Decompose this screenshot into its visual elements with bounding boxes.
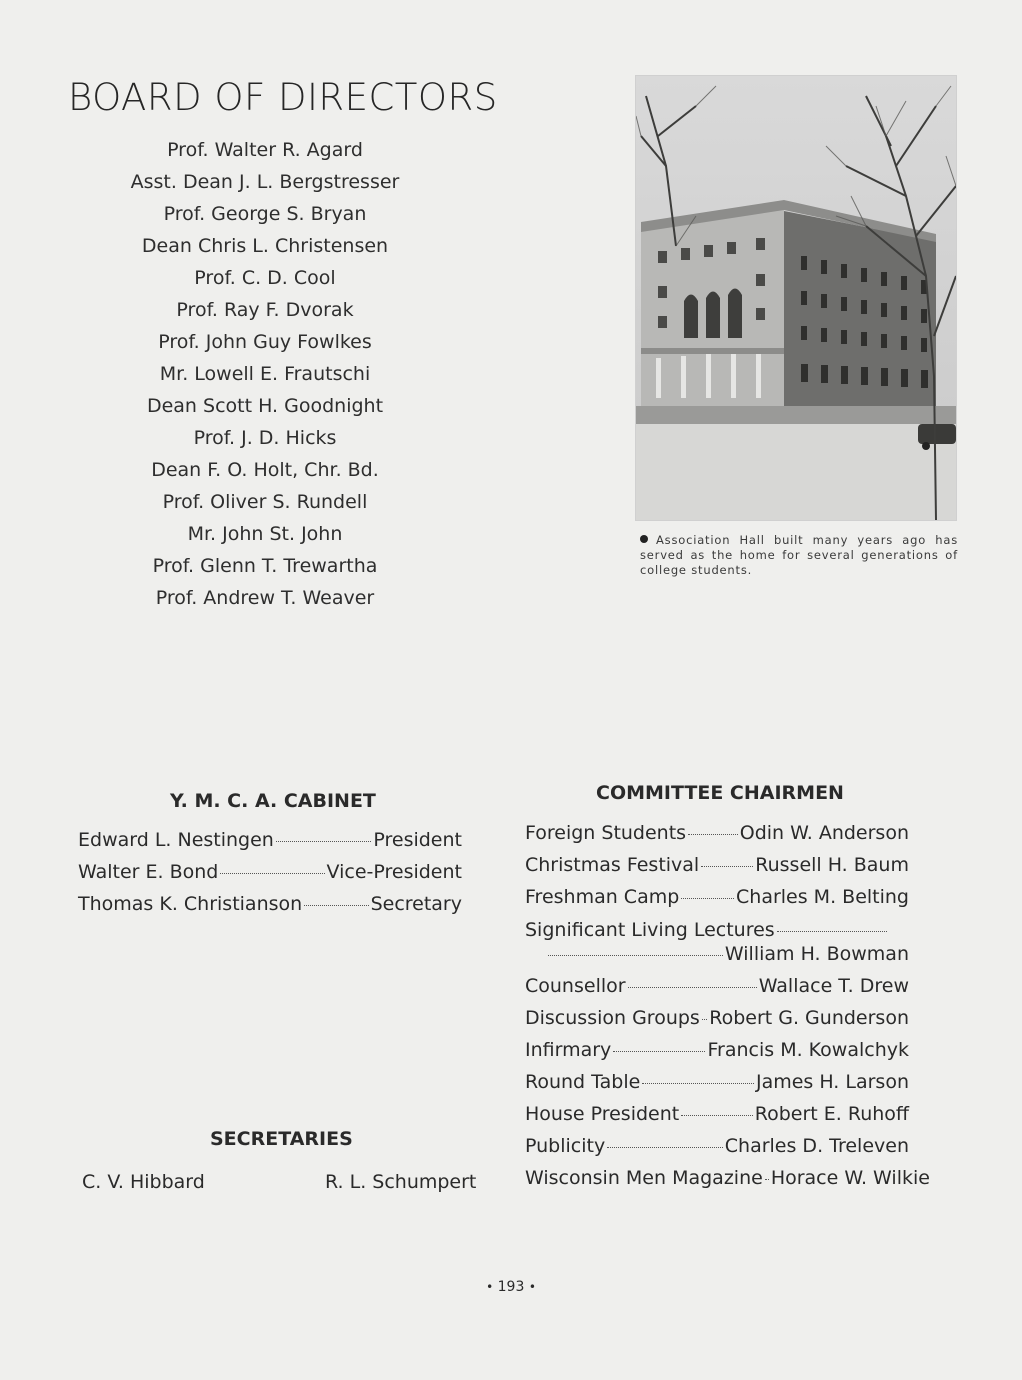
page-number-dot: • [486, 1280, 494, 1294]
committee-name: Christmas Festival [525, 854, 700, 876]
committee-name: Foreign Students [525, 822, 687, 844]
cabinet-role: Secretary [370, 893, 462, 915]
secretary-name: C. V. Hibbard [82, 1171, 205, 1193]
committee-row [525, 1103, 909, 1125]
bullet-icon [640, 535, 648, 543]
chairman-name: James H. Larson [755, 1071, 909, 1093]
board-members-list [100, 134, 430, 614]
board-member: Prof. C. D. Cool [194, 267, 336, 289]
committee-name: House President [525, 1103, 680, 1125]
chairman-name: Charles M. Belting [736, 886, 909, 908]
chairman-name: Robert G. Gunderson [709, 1007, 909, 1029]
board-member: Asst. Dean J. L. Bergstresser [130, 171, 400, 193]
secretary-name: R. L. Schumpert [325, 1171, 477, 1193]
association-hall-photo [635, 75, 957, 521]
board-member: Prof. Walter R. Agard [167, 139, 363, 161]
committee-row [525, 1039, 909, 1061]
cabinet-row [78, 893, 462, 915]
chairman-name: Horace W. Wilkie [770, 1167, 930, 1189]
caption-text: Association Hall built many years ago has served as the home for several generations of college students. [640, 533, 958, 577]
committee-name: Significant Living Lectures [525, 919, 775, 941]
cabinet-row [78, 861, 462, 883]
cabinet-member-name: Thomas K. Christianson [78, 893, 303, 915]
photo-caption [640, 533, 958, 578]
page-number-value: 193 [497, 1279, 525, 1295]
committee-name: Counsellor [525, 975, 626, 997]
dot-leader [688, 834, 738, 835]
dot-leader [276, 841, 372, 842]
board-member: Prof. Glenn T. Trewartha [152, 555, 378, 577]
committee-name: Publicity [525, 1135, 606, 1157]
dot-leader [220, 873, 324, 874]
board-member: Prof. Ray F. Dvorak [176, 299, 354, 321]
cabinet-row [78, 829, 462, 851]
board-member: Prof. Oliver S. Rundell [162, 491, 368, 513]
cabinet-heading: Y. M. C. A. CABINET [170, 790, 376, 812]
committee-row [525, 1007, 909, 1029]
chairman-name: Robert E. Ruhoff [754, 1103, 909, 1125]
board-member: Mr. Lowell E. Frautschi [159, 363, 371, 385]
dot-leader [681, 898, 734, 899]
committee-row [525, 975, 909, 997]
committee-row [525, 886, 909, 908]
committee-name: Discussion Groups [525, 1007, 700, 1029]
cabinet-member-name: Walter E. Bond [78, 861, 219, 883]
committee-row-lectures [525, 919, 887, 941]
committee-heading: COMMITTEE CHAIRMEN [596, 782, 844, 804]
committee-name: Wisconsin Men Magazine [525, 1167, 763, 1189]
board-member: Dean Scott H. Goodnight [146, 395, 384, 417]
dot-leader [777, 931, 887, 932]
cabinet-role: Vice-President [326, 861, 462, 883]
chairman-name: Francis M. Kowalchyk [707, 1039, 909, 1061]
board-member: Dean Chris L. Christensen [141, 235, 389, 257]
committee-name: Round Table [525, 1071, 641, 1093]
chairman-name: Russell H. Baum [755, 854, 909, 876]
chairman-name: William H. Bowman [724, 943, 909, 965]
committee-row-lectures-chairman [548, 943, 909, 965]
cabinet-role: President [373, 829, 462, 851]
secretaries-heading: SECRETARIES [210, 1128, 353, 1150]
board-member: Mr. John St. John [187, 523, 343, 545]
page-number-dot: • [528, 1280, 536, 1294]
dot-leader [681, 1115, 753, 1116]
committee-row [525, 1071, 909, 1093]
dot-leader [642, 1083, 754, 1084]
dot-leader [765, 1179, 769, 1180]
cabinet-member-name: Edward L. Nestingen [78, 829, 274, 851]
board-member: Prof. George S. Bryan [163, 203, 367, 225]
committee-row [525, 1135, 909, 1157]
board-member: Prof. John Guy Fowlkes [158, 331, 372, 353]
dot-leader [613, 1051, 705, 1052]
committee-row [525, 854, 909, 876]
committee-row [525, 822, 909, 844]
dot-leader [702, 1019, 707, 1020]
committee-name: Infirmary [525, 1039, 612, 1061]
board-title: BOARD OF DIRECTORS [68, 76, 498, 119]
dot-leader [607, 1147, 723, 1148]
chairman-name: Odin W. Anderson [739, 822, 909, 844]
dot-leader [548, 955, 723, 956]
board-member: Dean F. O. Holt, Chr. Bd. [151, 459, 379, 481]
chairman-name: Charles D. Treleven [724, 1135, 909, 1157]
dot-leader [304, 905, 368, 906]
chairman-name: Wallace T. Drew [758, 975, 909, 997]
page-number [0, 1279, 1022, 1295]
board-member: Prof. Andrew T. Weaver [155, 587, 375, 609]
dot-leader [628, 987, 757, 988]
board-member: Prof. J. D. Hicks [193, 427, 337, 449]
dot-leader [701, 866, 753, 867]
committee-name: Freshman Camp [525, 886, 680, 908]
committee-row [525, 1167, 930, 1189]
